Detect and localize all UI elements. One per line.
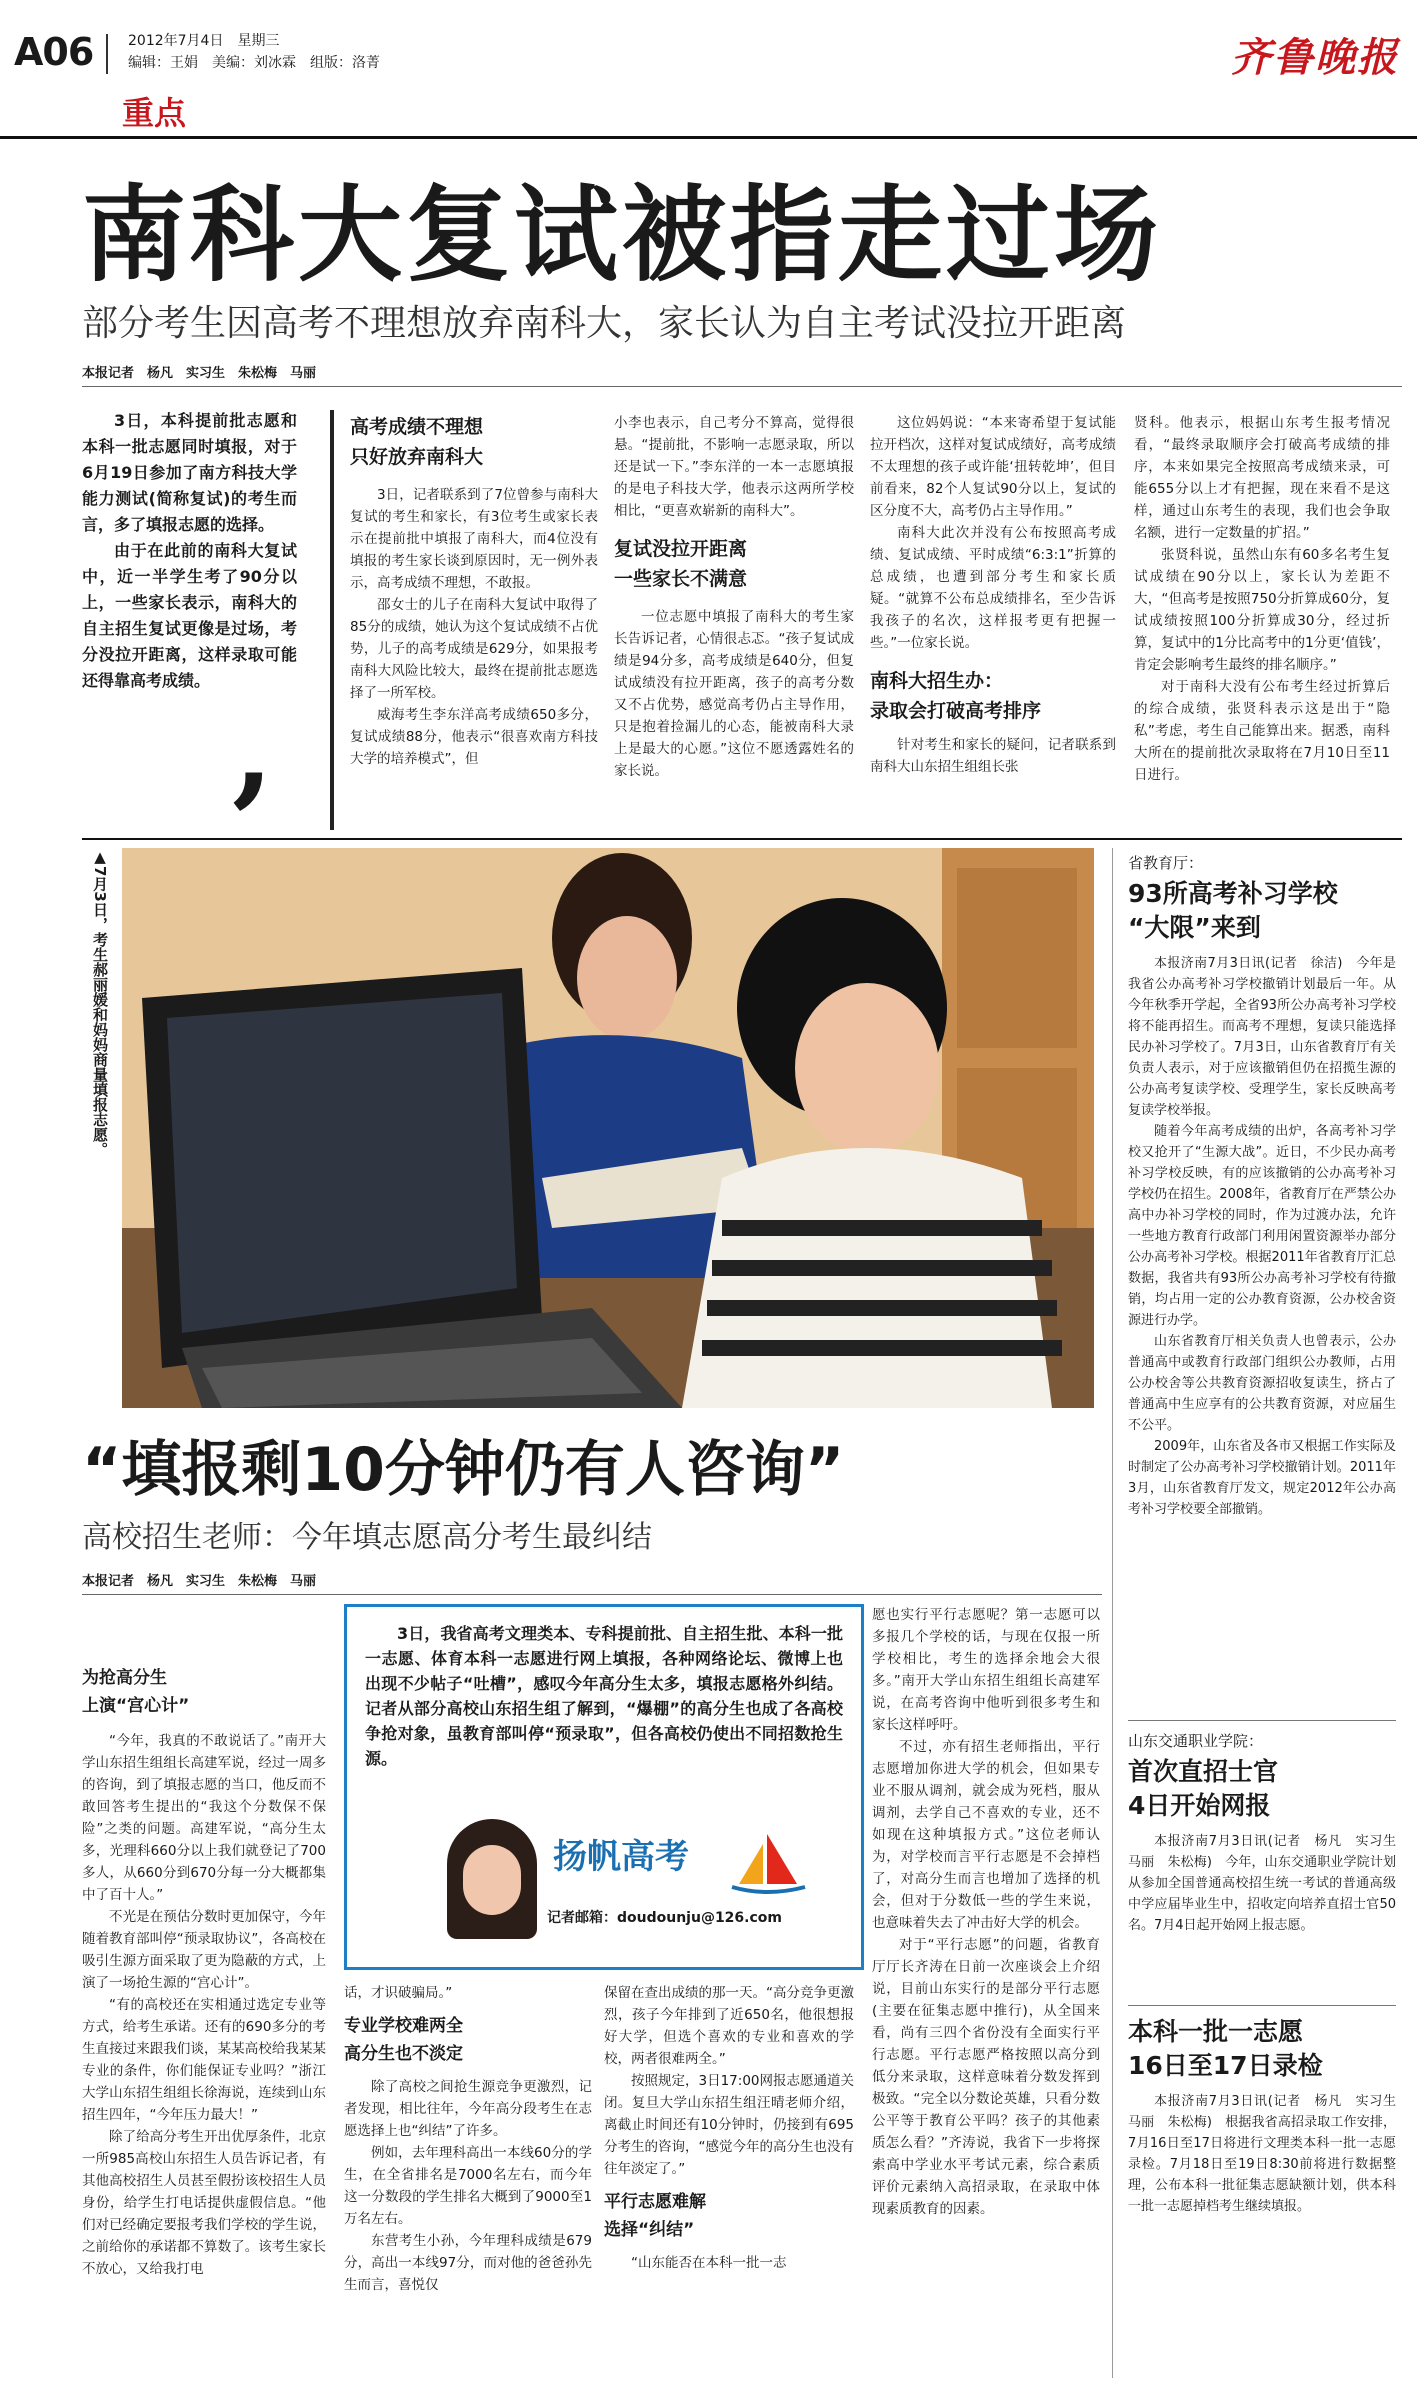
sidebar-rule — [1128, 2005, 1396, 2006]
story2-col1 — [82, 1664, 326, 2379]
story1-col4 — [870, 412, 1116, 832]
photo-illustration — [122, 848, 1094, 1408]
sidebar-rule — [1128, 1720, 1396, 1721]
sidebar-kicker: 山东交通职业学院： — [1128, 1732, 1264, 1750]
body-paragraph: 对于南科大没有公布考生经过折算后的综合成绩，张贤科表示这是出于“隐私”考虑，考生自己能算出来。据悉，南科大所在的提前批次录取将在7月10日至11日进行。 — [1134, 679, 1390, 783]
section-title: 为抢高分生 — [82, 1668, 167, 1688]
columnist-avatar — [447, 1819, 537, 1939]
body-paragraph: 随着今年高考成绩的出炉，各高考补习学校又抢开了“生源大战”。近日，不少民办高考补习学校反映，有的应该撤销的公办高考补习学校仍在招生。2008年，省教育厅在严禁公办高中办补习学校的同时，作为过渡办法，允许一些地方教育行政部门利用闲置资源举办部分公办高考补习学校。根据2011年省教育厅汇总数据，我省共有93所公办高考补习学校有待撤销，均占用一定的公办教育资源，公办校舍资源进行办学。 — [1128, 1124, 1396, 1328]
body-paragraph: “有的高校还在实相通过选定专业等方式，给考生承诺。还有的690多分的考生直接过来跟我们谈，某某高校给我某某专业的条件，你们能保证专业吗？”浙江大学山东招生组组长徐海说，连续到山东招生四年，“今年压力最大！” — [82, 1997, 326, 2123]
body-paragraph: 小李也表示，自己考分不算高，觉得很悬。“提前批，不影响一志愿录取，所以还是试一下。”李东洋的一本一志愿填报的是电子科技大学，他表示这两所学校相比，“更喜欢崭新的南科大”。 — [614, 415, 854, 519]
story2-col3 — [604, 1982, 854, 2379]
story2-col4 — [872, 1604, 1100, 2379]
sidebar-story3 — [1128, 2015, 1410, 2375]
sidebar-story2 — [1128, 1730, 1410, 2000]
body-paragraph: 贤科。他表示，根据山东考生报考情况看，“最终录取顺序会打破高考成绩的排序，本来如果完全按照高考成绩来录，可能655分以上才有把握，现在来看不是这样，通过山东考生的表现，我们也会争取名额，进行一定数量的扩招。” — [1134, 415, 1390, 541]
section-title: 复试没拉开距离 — [614, 538, 748, 560]
body-paragraph: 本报济南7月3日讯(记者 杨凡 实习生 马丽 朱松梅) 今年，山东交通职业学院计划从参加全国普通高校招生统一考试的普通高级中学应届毕业生中，招收定向培养直招士官50名。7月4日起开始网上报志愿。 — [1128, 1834, 1410, 1933]
story1-col3 — [614, 412, 854, 832]
story1-headline: 南科大复试被指走过场 — [82, 174, 1163, 296]
body-paragraph: “山东能否在本科一批一志 — [631, 2255, 787, 2271]
section-title: 录取会打破高考排序 — [870, 700, 1042, 722]
body-paragraph: 一位志愿中填报了南科大的考生家长告诉记者，心情很忐忑。“孩子复试成绩是94分多，高考成绩是640分，但复试成绩没有拉开距离，孩子的高考分数又不占优势，感觉高考仍占主导作用，只是抱着捡漏儿的心态，能被南科大录上是最大的心愿。”这位不愿透露姓名的家长说。 — [614, 609, 854, 779]
intro-box — [344, 1604, 864, 1970]
body-paragraph: 愿也实行平行志愿呢？第一志愿可以多报几个学校的话，与现在仅报一所学校相比，考生的选择余地会大很多。”南开大学山东招生组组长高建军说，在高考咨询中他听到很多考生和家长这样呼吁。 — [872, 1607, 1100, 1733]
sidebar-title: 本科一批一志愿 — [1128, 2017, 1304, 2046]
lead-paragraph: 由于在此前的南科大复试中，近一半学生考了90分以上，一些家长表示，南科大的自主招生复试更像是过场，考分没拉开距离，这样录取可能还得靠高考成绩。 — [82, 541, 297, 690]
section-title: 平行志愿难解 — [604, 2192, 706, 2212]
header-divider — [106, 34, 108, 74]
body-paragraph: 话，才识破骗局。” — [344, 1985, 453, 2001]
body-paragraph: 对于“平行志愿”的问题，省教育厅厅长齐涛在日前一次座谈会上介绍说，目前山东实行的是部分平行志愿(主要在征集志愿中推行)，从全国来看，尚有三四个省份没有全面实行平行志愿。平行志愿严格按照以高分到低分来录取，这样意味着分数发挥到极致。“完全以分数论英雄，只看分数公平等于教育公平吗？孩子的其他素质怎么看？”齐涛说，我省下一步将探索高中学业水平考试元素，综合素质评价元素纳入高招录取，在录取中体现素质教育的因素。 — [872, 1937, 1100, 2217]
section-title: 上演“宫心计” — [82, 1696, 190, 1716]
quote-mark-icon: , — [232, 679, 274, 820]
body-paragraph: 除了高校之间抢生源竞争更激烈，记者发现，相比往年，今年高分段考生在志愿选择上也“纠结”了许多。 — [344, 2079, 592, 2139]
body-paragraph: 山东省教育厅相关负责人也曾表示，公办普通高中或教育行政部门组织公办教师，占用公办校舍等公共教育资源招收复读生，挤占了普通高中生应享有的公共教育资源，对应届生不公平。 — [1128, 1334, 1396, 1433]
body-paragraph: 本报济南7月3日讯(记者 杨凡 实习生 马丽 朱松梅) 根据我省高招录取工作安排，7月16日至17日将进行文理类本科一批一志愿录检。7月18日至19日8:30前将进行数据整理，公布本科一批征集志愿缺额计划，供本科一批一志愿掉档考生继续填报。 — [1128, 2094, 1410, 2214]
story1-col5 — [1134, 412, 1390, 832]
story1-byline: 本报记者 杨凡 实习生 朱松梅 马丽 — [82, 366, 317, 381]
body-paragraph: 不过，亦有招生老师指出，平行志愿增加你进大学的机会，但如果专业不服从调剂，就会成为死档，服从调剂，去学自己不喜欢的专业，还不如现在这种填报方式。”这位老师认为，对学校而言平行志愿是不会掉档了，对高分生而言也增加了选择的机会，但对于分数低一些的学生来说，也意味着失去了冲击好大学的机会。 — [872, 1739, 1100, 1931]
body-paragraph: 除了给高分考生开出优厚条件，北京一所985高校山东招生人员告诉记者，有其他高校招生人员甚至假扮该校招生人员身份，给学生打电话提供虚假信息。“他们对已经确定要报考我们学校的学生说，之前给你的承诺都不算数了。该考生家长不放心，又给我打电 — [82, 2129, 326, 2277]
section-title: 一些家长不满意 — [614, 568, 748, 590]
story2-byline: 本报记者 杨凡 实习生 朱松梅 马丽 — [82, 1574, 317, 1589]
header-rule — [0, 136, 1417, 139]
story1-rule — [82, 386, 1402, 387]
body-paragraph: 南科大此次并没有公布按照高考成绩、复试成绩、平时成绩“6:3:1”折算的总成绩，也遭到部分考生和家长质疑。“就算不公布总成绩排名，至少告诉我孩子的名次，这样报考更有把握一些。”一位家长说。 — [870, 525, 1116, 651]
sidebar-divider — [1112, 848, 1113, 2378]
body-paragraph: 威海考生李东洋高考成绩650多分，复试成绩88分，他表示“很喜欢南方科技大学的培养模式”，但 — [350, 707, 598, 767]
sidebar-story1 — [1128, 852, 1396, 1517]
body-paragraph: “今年，我真的不敢说话了。”南开大学山东招生组组长高建军说，经过一周多的咨询，到了填报志愿的当口，他反而不敢回答考生提出的“我这个分数保不保险”之类的问题。高建军说，“高分生太多，光理科660分以上我们就登记了700多人，从660分到670分每一分大概都集中了百十人。” — [82, 1733, 326, 1903]
sidebar-title: 4日开始网报 — [1128, 1791, 1271, 1820]
intro-text: 3日，我省高考文理类本、专科提前批、自主招生批、本科一批一志愿、体育本科一志愿进行网上填报，各种网络论坛、微博上也出现不少帖子“吐槽”，感叹今年高分生太多，填报志愿格外纠结。记者从部分高校山东招生组了解到，“爆棚”的高分生也成了各高校争抢对象，虽教育部叫停“预录取”，但各高校仍使出不同招数抢生源。 — [365, 1624, 843, 1768]
story2-rule — [82, 1594, 1102, 1595]
news-photo — [122, 848, 1094, 1408]
paper-logo: 齐鲁晚报 — [1231, 34, 1399, 81]
column-logo: 扬帆高考 — [553, 1837, 689, 1877]
lead-paragraph: 3日，本科提前批志愿和本科一批志愿同时填报，对于6月19日参加了南方科技大学能力测试(简称复试)的考生而言，多了填报志愿的选择。 — [82, 411, 297, 534]
staff-line: 编辑：王娟 美编：刘冰霖 组版：洛菁 — [128, 55, 380, 71]
story1-bottom-rule — [82, 838, 1402, 840]
column-email: 记者邮箱：doudounju@126.com — [547, 1910, 782, 1926]
story1-col2 — [350, 412, 598, 832]
page-number: A06 — [14, 30, 94, 74]
story2-headline: “填报剩10分钟仍有人咨询” — [82, 1435, 845, 1505]
body-paragraph: 本报济南7月3日讯(记者 徐洁) 今年是我省公办高考补习学校撤销计划最后一年。从今年秋季开学起，全省93所公办高考补习学校将不能再招生。而高考不理想，复读只能选择民办补习学校了。7月3日，山东省教育厅有关负责人表示，对于应该撤销但仍在招揽生源的公办高考复读学校、受理学生，家长反映高考复读学校举报。 — [1128, 956, 1396, 1118]
body-paragraph: 这位妈妈说：“本来寄希望于复试能拉开档次，这样对复试成绩好，高考成绩不太理想的孩子或许能‘扭转乾坤’，但目前看来，82个人复试90分以上，复试的区分度不大，高考仍占主导作用。” — [870, 415, 1116, 519]
section-label: 重点 — [122, 94, 187, 132]
story2-col2 — [344, 1982, 592, 2379]
body-paragraph: 张贤科说，虽然山东有60多名考生复试成绩在90分以上，家长认为差距不大，“但高考是按照750分折算成60分，复试成绩按照100分折算成30分，经过折算，复试中的1分比高考中的1分更‘值钱’，肯定会影响考生最终的排名顺序。” — [1134, 547, 1390, 673]
section-title: 只好放弃南科大 — [350, 446, 484, 468]
date-line: 2012年7月4日 星期三 — [128, 33, 280, 49]
section-title: 专业学校难两全 — [344, 2016, 463, 2036]
sidebar-title: 首次直招士官 — [1128, 1757, 1279, 1786]
body-paragraph: 针对考生和家长的疑问，记者联系到南科大山东招生组组长张 — [870, 737, 1116, 775]
body-paragraph: 3日，记者联系到了7位曾参与南科大复试的考生和家长，有3位考生或家长表示在提前批中填报了南科大，而4位没有填报的考生家长谈到原因时，无一例外表示，高考成绩不理想，不敢报。 — [350, 487, 598, 591]
sidebar-title: “大限”来到 — [1128, 913, 1261, 942]
column-divider — [330, 410, 334, 830]
story1-subhead: 部分考生因高考不理想放弃南科大，家长认为自主考试没拉开距离 — [82, 303, 1127, 344]
body-paragraph: 东营考生小孙，今年理科成绩是679分，高出一本线97分，而对他的爸爸孙先生而言，喜悦仅 — [344, 2233, 592, 2293]
body-paragraph: 邵女士的儿子在南科大复试中取得了85分的成绩，她认为这个复试成绩不占优势，儿子的高考成绩是629分，如果报考南科大风险比较大，最终在提前批志愿选择了一所军校。 — [350, 597, 598, 701]
story2-subhead: 高校招生老师：今年填志愿高分考生最纠结 — [82, 1520, 652, 1555]
sidebar-title: 16日至17日录检 — [1128, 2051, 1323, 2080]
section-title: 选择“纠结” — [604, 2220, 695, 2240]
body-paragraph: 2009年，山东省及各市又根据工作实际及时制定了公办高考补习学校撤销计划。2011年3月，山东省教育厅发文，规定2012年公办高考补习学校要全部撤销。 — [1128, 1439, 1396, 1517]
sidebar-title: 93所高考补习学校 — [1128, 879, 1338, 908]
body-paragraph: 保留在查出成绩的那一天。“高分竞争更激烈，孩子今年排到了近650名，他很想报好大学，但选个喜欢的专业和喜欢的学校，两者很难两全。” — [604, 1985, 854, 2067]
photo-caption: ▲7月3日，考生郝丽媛和妈妈商量填报志愿。 — [91, 848, 109, 1157]
body-paragraph: 例如，去年理科高出一本线60分的学生，在全省排名是7000名左右，而今年这一分数段的学生排名大概到了9000至1万名左右。 — [344, 2145, 592, 2227]
body-paragraph: 不光是在预估分数时更加保守，今年随着教育部叫停“预录取协议”，各高校在吸引生源方面采取了更为隐蔽的方式，上演了一场抢生源的“宫心计”。 — [82, 1909, 326, 1991]
body-paragraph: 按照规定，3日17:00网报志愿通道关闭。复旦大学山东招生组汪晴老师介绍，离截止时间还有10分钟时，仍接到有695分考生的咨询，“感觉今年的高分生也没有往年淡定了。” — [604, 2073, 854, 2177]
sidebar-kicker: 省教育厅： — [1128, 854, 1204, 872]
section-title: 南科大招生办： — [870, 670, 1004, 692]
section-title: 高考成绩不理想 — [350, 416, 484, 438]
section-title: 高分生也不淡定 — [344, 2044, 463, 2064]
sailboat-icon — [727, 1829, 807, 1899]
